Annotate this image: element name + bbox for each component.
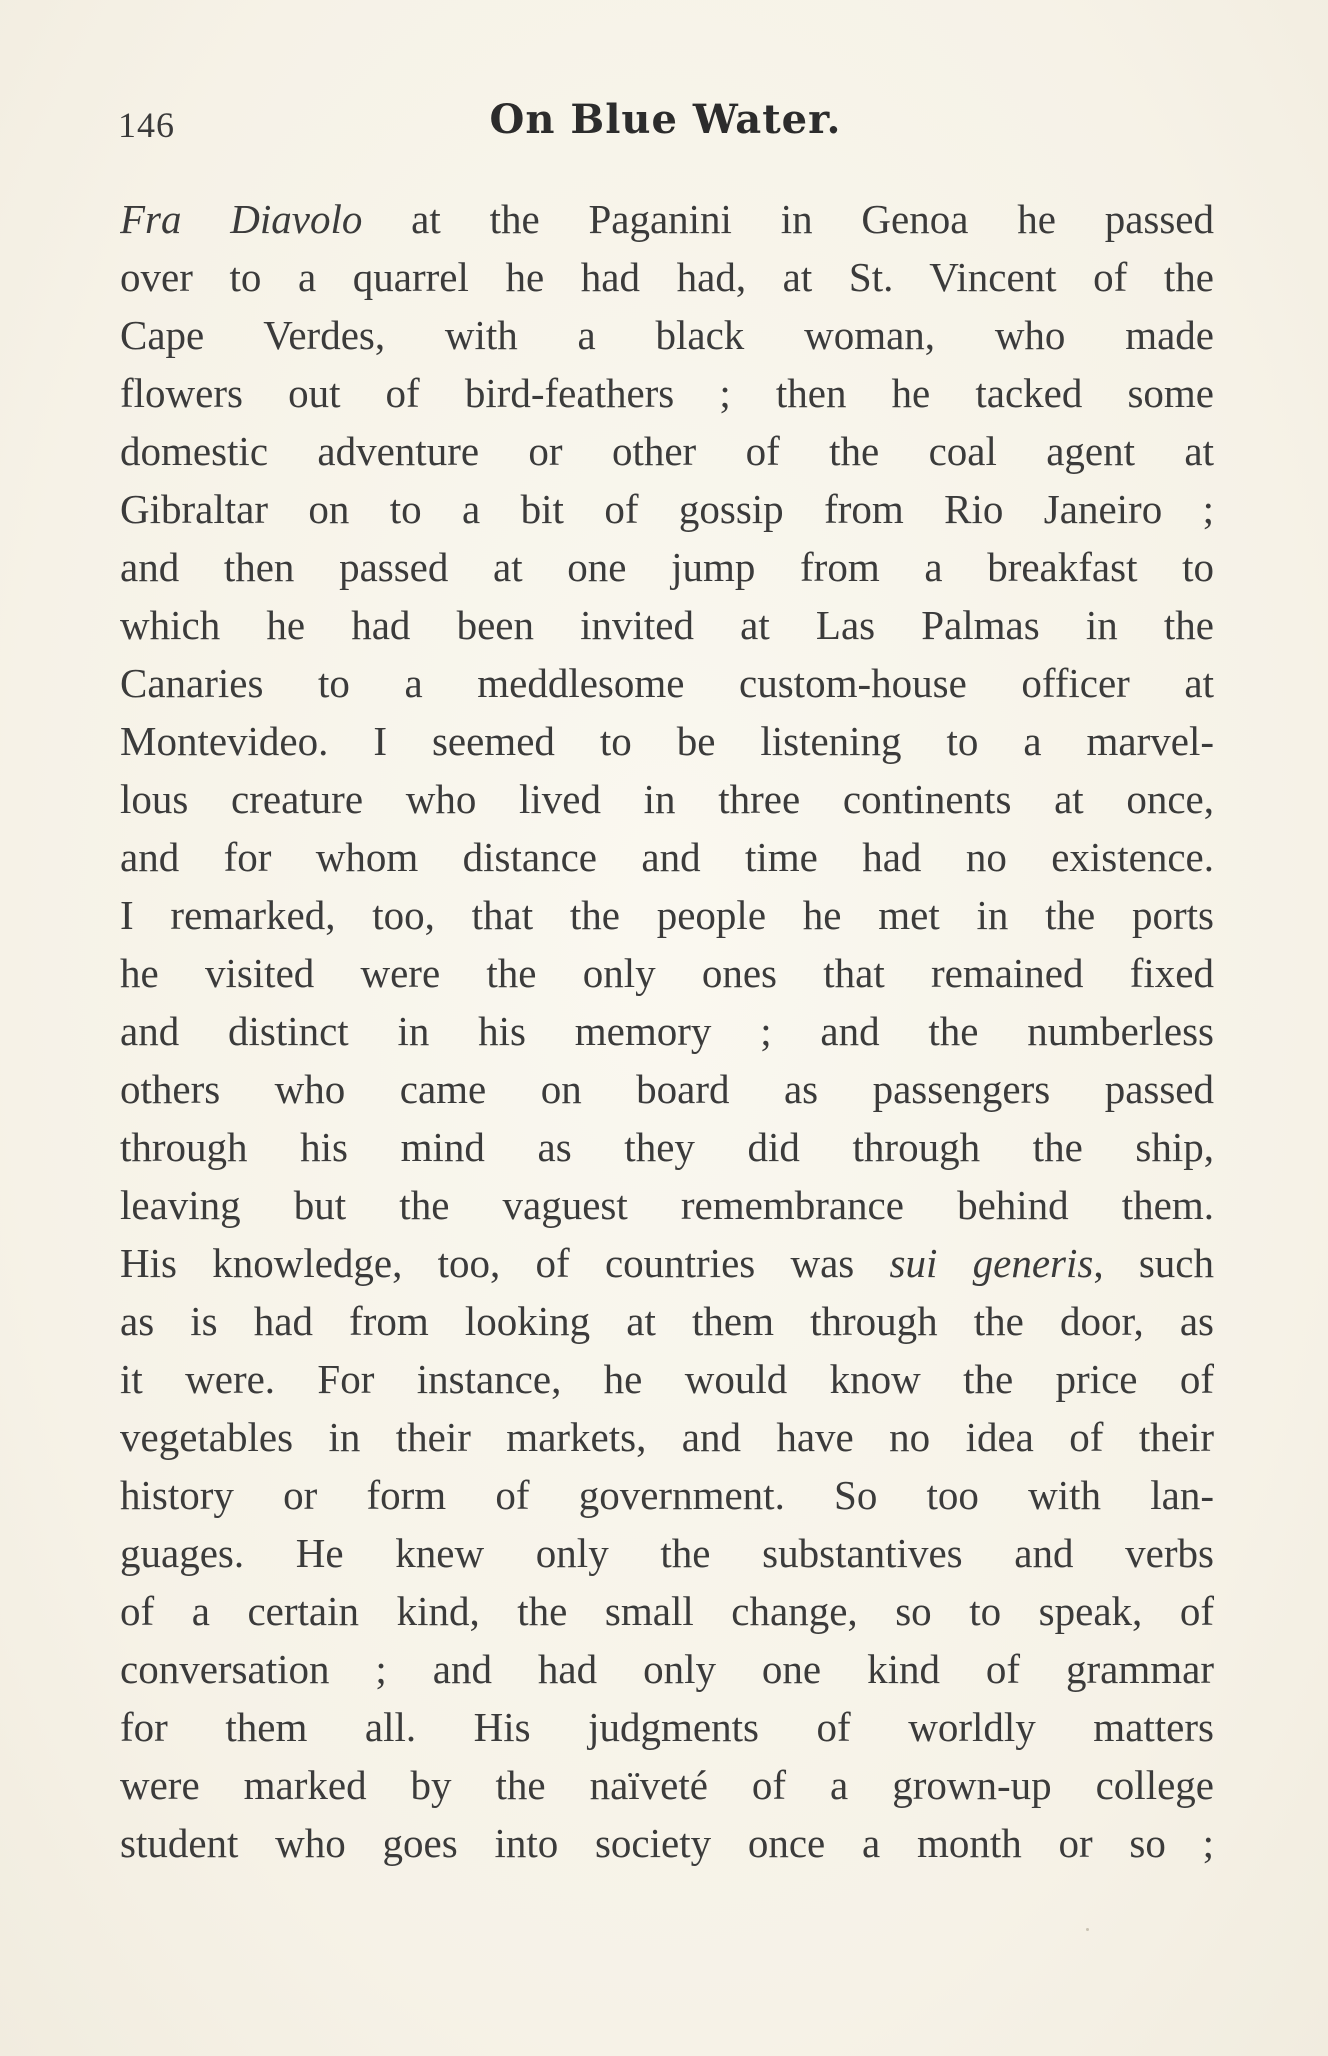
text-line [120, 1524, 1214, 1582]
text-run: Cape Verdes, with a black woman, who made [120, 312, 1214, 358]
text-run: which he had been invited at Las Palmas in the [120, 602, 1214, 648]
text-line [120, 538, 1214, 596]
text-run: leaving but the vaguest remembrance behind them. [120, 1182, 1214, 1228]
text-run: he visited were the only ones that remained fixed [120, 950, 1214, 996]
text-run: were marked by the naïveté of a grown-up college [120, 1762, 1214, 1808]
text-line [120, 1582, 1214, 1640]
text-line [120, 1698, 1214, 1756]
text-line [120, 248, 1214, 306]
text-line [120, 1640, 1214, 1698]
text-run: Gibraltar on to a bit of gossip from Rio Janeiro ; [120, 486, 1214, 532]
text-run: Canaries to a meddlesome custom-house officer at [120, 660, 1214, 706]
text-run: and for whom distance and time had no existence. [120, 834, 1214, 880]
text-run: conversation ; and had only one kind of grammar [120, 1646, 1214, 1692]
text-line [120, 1814, 1214, 1872]
text-run: lous creature who lived in three continents at once, [120, 776, 1214, 822]
text-run: domestic adventure or other of the coal agent at [120, 428, 1214, 474]
page-number: 146 [118, 105, 175, 145]
text-line [120, 770, 1214, 828]
text-run: others who came on board as passengers passed [120, 1066, 1214, 1112]
text-run: of a certain kind, the small change, so to speak, of [120, 1588, 1214, 1634]
text-line [120, 480, 1214, 538]
text-line [120, 1466, 1214, 1524]
text-run: and then passed at one jump from a breakfast to [120, 544, 1214, 590]
text-run: through his mind as they did through the ship, [120, 1124, 1214, 1170]
text-line [120, 596, 1214, 654]
text-line [120, 190, 1214, 248]
text-line [120, 1408, 1214, 1466]
text-run: for them all. His judgments of worldly matters [120, 1704, 1214, 1750]
text-run: history or form of government. So too with lan- [120, 1472, 1214, 1518]
body-text [120, 190, 1214, 1872]
text-run: over to a quarrel he had had, at St. Vincent of the [120, 254, 1214, 300]
text-run: at the Paganini in Genoa he passed [362, 196, 1214, 242]
text-line [120, 364, 1214, 422]
running-title: On Blue Water. [489, 96, 842, 143]
text-line [120, 1350, 1214, 1408]
text-line [120, 1234, 1214, 1292]
text-run: student who goes into society once a month or so ; [120, 1820, 1214, 1866]
text-line [120, 712, 1214, 770]
text-line [120, 886, 1214, 944]
text-run: it were. For instance, he would know the price of [120, 1356, 1214, 1402]
paper-speck [1086, 1928, 1089, 1931]
text-line [120, 1292, 1214, 1350]
text-line [120, 944, 1214, 1002]
italic-phrase: Fra Diavolo [120, 196, 363, 242]
text-run: vegetables in their markets, and have no idea of their [120, 1414, 1214, 1460]
text-line [120, 1756, 1214, 1814]
text-run: flowers out of bird-feathers ; then he tacked some [120, 370, 1214, 416]
text-run: Montevideo. I seemed to be listening to a marvel- [120, 718, 1214, 764]
text-line [120, 1060, 1214, 1118]
text-line [120, 654, 1214, 712]
text-line [120, 1118, 1214, 1176]
text-run: I remarked, too, that the people he met in the ports [120, 892, 1214, 938]
text-run: as is had from looking at them through the door, as [120, 1298, 1214, 1344]
text-line [120, 306, 1214, 364]
text-line [120, 1176, 1214, 1234]
text-run: His knowledge, too, of countries was [120, 1240, 890, 1286]
text-run: and distinct in his memory ; and the numberless [120, 1008, 1214, 1054]
text-line [120, 422, 1214, 480]
italic-phrase: sui generis [889, 1240, 1094, 1286]
text-run: , such [1093, 1240, 1214, 1286]
text-line [120, 828, 1214, 886]
page-header [118, 96, 1213, 156]
text-run: guages. He knew only the substantives and verbs [120, 1530, 1214, 1576]
text-line [120, 1002, 1214, 1060]
